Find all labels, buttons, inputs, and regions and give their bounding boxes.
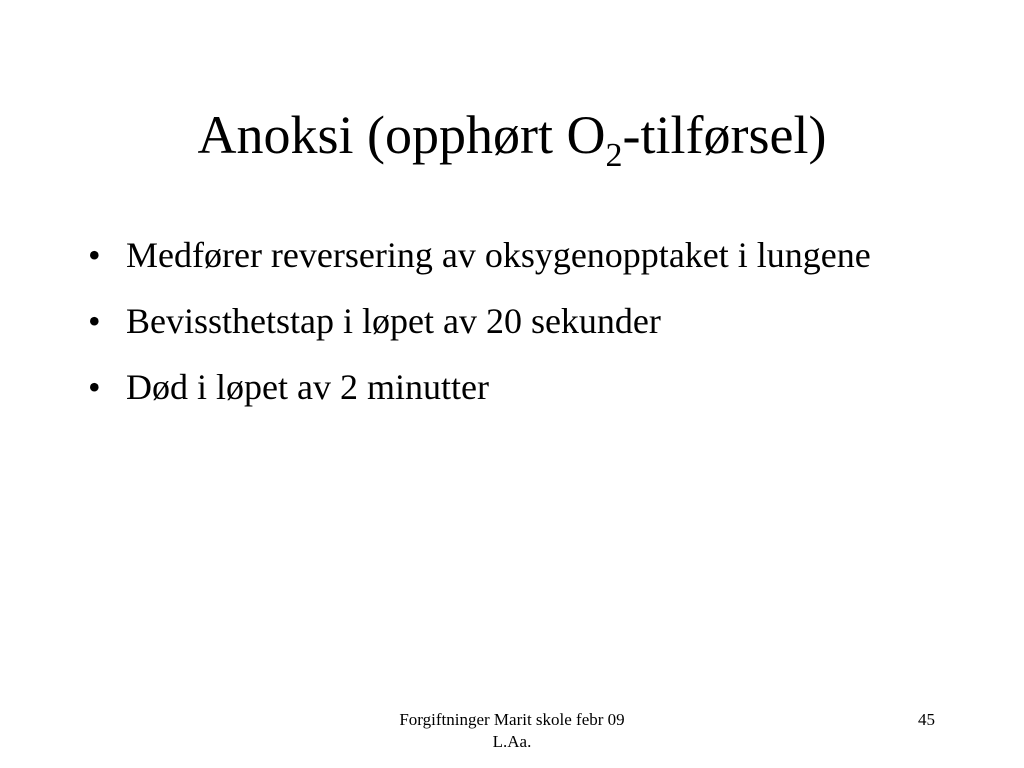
bullet-icon: •: [88, 367, 101, 407]
bullet-text: Bevissthetstap i løpet av 20 sekunder: [126, 301, 661, 341]
bullet-item: [88, 364, 948, 411]
bullet-item: [88, 298, 948, 345]
bullet-list: [88, 232, 948, 430]
bullet-icon: •: [88, 235, 101, 275]
page-number: 45: [918, 710, 935, 729]
footer-line-2: L.Aa.: [492, 732, 532, 751]
footer-line-1: Forgiftninger Marit skole febr 09: [399, 710, 625, 729]
bullet-text: Medfører reversering av oksygenopptaket i lungene: [126, 235, 871, 275]
title-subscript: 2: [605, 137, 623, 174]
bullet-item: [88, 232, 948, 279]
title-rest: -tilførsel): [622, 105, 827, 165]
title-main: Anoksi (opphørt O: [197, 105, 606, 165]
footer-text: [362, 709, 662, 753]
bullet-icon: •: [88, 301, 101, 341]
slide-title: [0, 103, 1024, 174]
bullet-text: Død i løpet av 2 minutter: [126, 367, 489, 407]
